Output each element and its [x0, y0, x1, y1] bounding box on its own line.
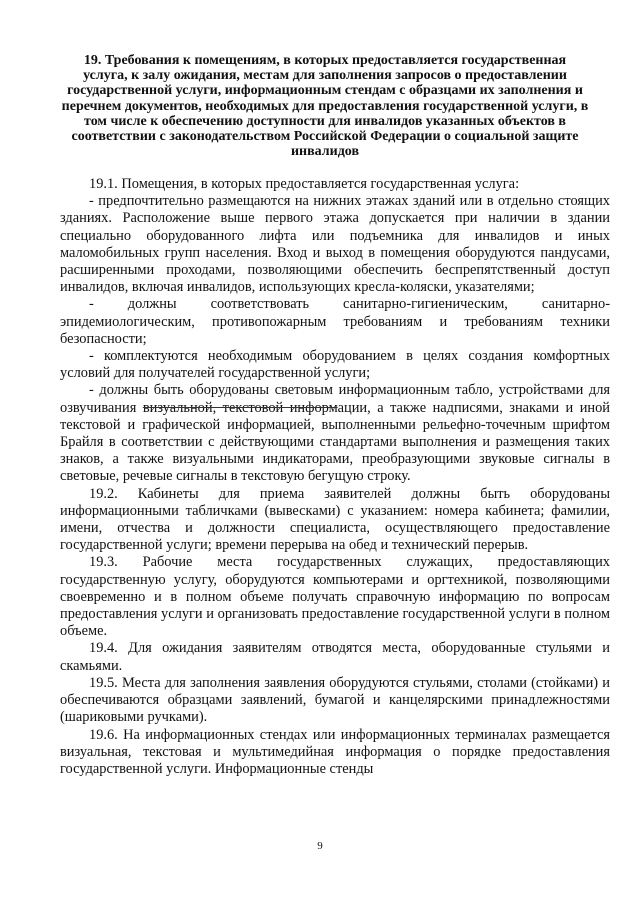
paragraph-location: - предпочтительно размещаются на нижних этажах зданий или в отдельно стоящих зданиях. Расположение выше первого этажа допускается при наличии в здании специально оборудованного лифта или подъемника для инвалидов и иных маломобильных групп населения. Вход и выход в помещения оборудуются пандусами, расширенными проходами, позволяющими обеспечить беспрепятственный доступ инвалидов, включая инвалидов, использующих кресла-коляски, указателями;	[60, 193, 610, 296]
signage-text-end: ации, а также надписями, знаками и иной текстовой и графической информацией, выполненными рельефно-точечным шрифтом Брайля в соответствии с действующими стандартами выполнения и размещения таких знаков, а также визуальными индикаторами, преобразующими звуковые сигналы в световые, речевые сигналы в текстовую бегущую строку.	[60, 399, 610, 485]
signage-text-start: - должны быть оборудованы световым информационным табло, устройствами для озвучивания	[60, 382, 610, 416]
paragraph-19-3: 19.3. Рабочие места государственных служащих, предоставляющих государственную услугу, оборудуются компьютерами и оргтехникой, позволяющими своевременно и в полном объеме получать справочную информацию по вопросам предоставления услуги и организовать предоставление государственной услуги в полном объеме.	[60, 554, 610, 640]
struck-text: визуальной, текстовой информ	[142, 399, 338, 416]
paragraph-equipment: - комплектуются необходимым оборудованием в целях создания комфортных условий для получателей государственной услуги;	[60, 348, 610, 382]
paragraph-19-1: 19.1. Помещения, в которых предоставляется государственная услуга:	[89, 176, 520, 192]
paragraph-19-4: 19.4. Для ожидания заявителям отводятся места, оборудованные стульями и скамьями.	[60, 640, 610, 674]
section-heading: 19. Требования к помещениям, в которых предоставляется государственная услуга, к залу ожидания, местам для заполнения запросов о предоставлении государственной услуги, информационным стендам с образцами их заполнения и перечнем документов, необходимых для предоставления государственной услуги, в том числе к обеспечению доступности для инвалидов указанных объектов в соответствии с законодательством Российской Федерации о социальной защите инвалидов	[61, 53, 589, 160]
paragraph-19-6: 19.6. На информационных стендах или информационных терминалах размещается визуальная, текстовая и мультимедийная информация о порядке предоставления государственной услуги. Информационные стенды	[60, 726, 610, 777]
paragraph-19-5: 19.5. Места для заполнения заявления оборудуются стульями, столами (стойками) и обеспечиваются образцами заявлений, бумагой и канцелярскими принадлежностями (шариковыми ручками).	[60, 674, 610, 726]
paragraph-19-2: 19.2. Кабинеты для приема заявителей должны быть оборудованы информационными табличками (вывесками) с указанием: номера кабинета; фамилии, имени, отчества и должности специалиста, осуществляющего предоставление государственной услуги; времени перерыва на обед и технический перерыв.	[60, 485, 610, 554]
body-text	[60, 176, 610, 778]
page-number: 9	[317, 840, 323, 852]
paragraph-signage	[60, 382, 610, 485]
paragraph-sanitary: - должны соответствовать санитарно-гигиеническим, санитарно-эпидемиологическим, противопожарным требованиям и требованиям техники безопасности;	[60, 296, 610, 347]
